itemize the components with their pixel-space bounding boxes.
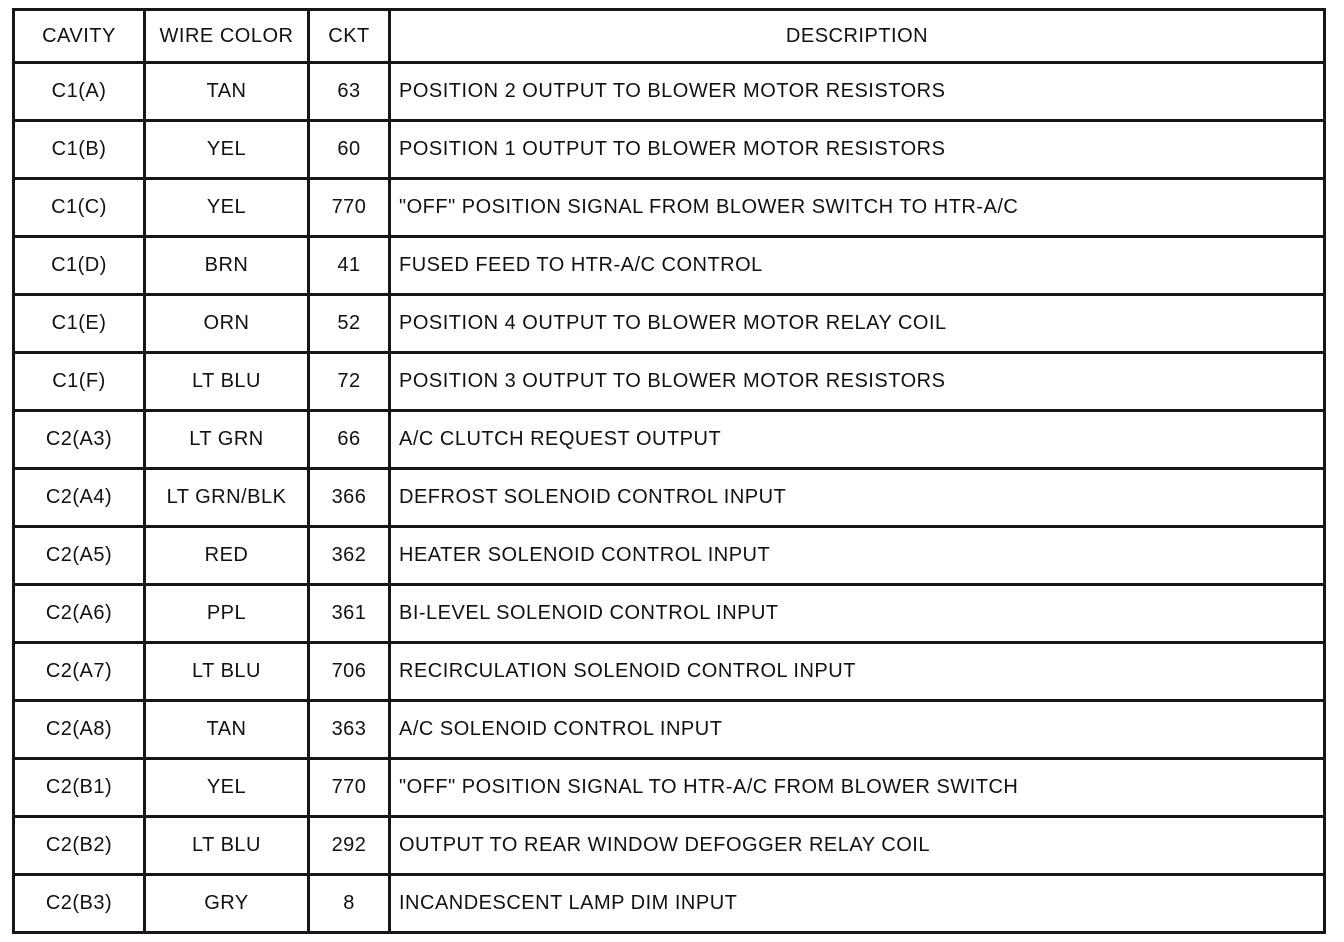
wire-color-cell: TAN — [145, 63, 309, 121]
ckt-cell: 770 — [309, 759, 390, 817]
description-cell: BI-LEVEL SOLENOID CONTROL INPUT — [390, 585, 1325, 643]
wire-color-cell: YEL — [145, 179, 309, 237]
wire-color-cell: YEL — [145, 759, 309, 817]
cavity-cell: C1(E) — [14, 295, 145, 353]
description-cell: POSITION 4 OUTPUT TO BLOWER MOTOR RELAY COIL — [390, 295, 1325, 353]
table-row — [14, 121, 1325, 179]
description-cell: HEATER SOLENOID CONTROL INPUT — [390, 527, 1325, 585]
cavity-cell: C2(A4) — [14, 469, 145, 527]
header-cavity: CAVITY — [14, 10, 145, 63]
wire-color-cell: TAN — [145, 701, 309, 759]
cavity-cell: C1(D) — [14, 237, 145, 295]
wire-color-cell: GRY — [145, 875, 309, 933]
table-row — [14, 295, 1325, 353]
table-row — [14, 875, 1325, 933]
description-cell: A/C SOLENOID CONTROL INPUT — [390, 701, 1325, 759]
table-row — [14, 759, 1325, 817]
ckt-cell: 66 — [309, 411, 390, 469]
cavity-cell: C2(B1) — [14, 759, 145, 817]
description-cell: DEFROST SOLENOID CONTROL INPUT — [390, 469, 1325, 527]
table-row — [14, 643, 1325, 701]
table-row — [14, 353, 1325, 411]
wire-color-cell: LT GRN/BLK — [145, 469, 309, 527]
wire-color-cell: RED — [145, 527, 309, 585]
ckt-cell: 41 — [309, 237, 390, 295]
cavity-cell: C2(B2) — [14, 817, 145, 875]
ckt-cell: 706 — [309, 643, 390, 701]
wire-color-cell: PPL — [145, 585, 309, 643]
cavity-cell: C2(A7) — [14, 643, 145, 701]
ckt-cell: 72 — [309, 353, 390, 411]
connector-pinout-table — [12, 8, 1326, 934]
cavity-cell: C2(A8) — [14, 701, 145, 759]
wire-color-cell: BRN — [145, 237, 309, 295]
ckt-cell: 366 — [309, 469, 390, 527]
connector-pinout-sheet — [12, 8, 1326, 934]
description-cell: "OFF" POSITION SIGNAL FROM BLOWER SWITCH TO HTR-A/C — [390, 179, 1325, 237]
description-cell: RECIRCULATION SOLENOID CONTROL INPUT — [390, 643, 1325, 701]
ckt-cell: 361 — [309, 585, 390, 643]
table-row — [14, 527, 1325, 585]
description-cell: FUSED FEED TO HTR-A/C CONTROL — [390, 237, 1325, 295]
ckt-cell: 63 — [309, 63, 390, 121]
table-header-row — [14, 10, 1325, 63]
cavity-cell: C2(A3) — [14, 411, 145, 469]
ckt-cell: 363 — [309, 701, 390, 759]
description-cell: POSITION 2 OUTPUT TO BLOWER MOTOR RESISTORS — [390, 63, 1325, 121]
wire-color-cell: LT BLU — [145, 643, 309, 701]
header-wire-color: WIRE COLOR — [145, 10, 309, 63]
ckt-cell: 292 — [309, 817, 390, 875]
ckt-cell: 8 — [309, 875, 390, 933]
description-cell: INCANDESCENT LAMP DIM INPUT — [390, 875, 1325, 933]
wire-color-cell: LT BLU — [145, 353, 309, 411]
description-cell: A/C CLUTCH REQUEST OUTPUT — [390, 411, 1325, 469]
table-row — [14, 585, 1325, 643]
table-row — [14, 411, 1325, 469]
ckt-cell: 770 — [309, 179, 390, 237]
cavity-cell: C1(C) — [14, 179, 145, 237]
description-cell: POSITION 3 OUTPUT TO BLOWER MOTOR RESISTORS — [390, 353, 1325, 411]
table-row — [14, 179, 1325, 237]
wire-color-cell: LT GRN — [145, 411, 309, 469]
ckt-cell: 52 — [309, 295, 390, 353]
wire-color-cell: YEL — [145, 121, 309, 179]
cavity-cell: C1(F) — [14, 353, 145, 411]
cavity-cell: C2(A6) — [14, 585, 145, 643]
table-row — [14, 817, 1325, 875]
description-cell: OUTPUT TO REAR WINDOW DEFOGGER RELAY COIL — [390, 817, 1325, 875]
cavity-cell: C1(B) — [14, 121, 145, 179]
header-description: DESCRIPTION — [390, 10, 1325, 63]
wire-color-cell: LT BLU — [145, 817, 309, 875]
wire-color-cell: ORN — [145, 295, 309, 353]
ckt-cell: 362 — [309, 527, 390, 585]
cavity-cell: C2(B3) — [14, 875, 145, 933]
table-row — [14, 63, 1325, 121]
table-row — [14, 237, 1325, 295]
ckt-cell: 60 — [309, 121, 390, 179]
cavity-cell: C2(A5) — [14, 527, 145, 585]
table-row — [14, 701, 1325, 759]
table-row — [14, 469, 1325, 527]
cavity-cell: C1(A) — [14, 63, 145, 121]
description-cell: "OFF" POSITION SIGNAL TO HTR-A/C FROM BLOWER SWITCH — [390, 759, 1325, 817]
description-cell: POSITION 1 OUTPUT TO BLOWER MOTOR RESISTORS — [390, 121, 1325, 179]
header-ckt: CKT — [309, 10, 390, 63]
